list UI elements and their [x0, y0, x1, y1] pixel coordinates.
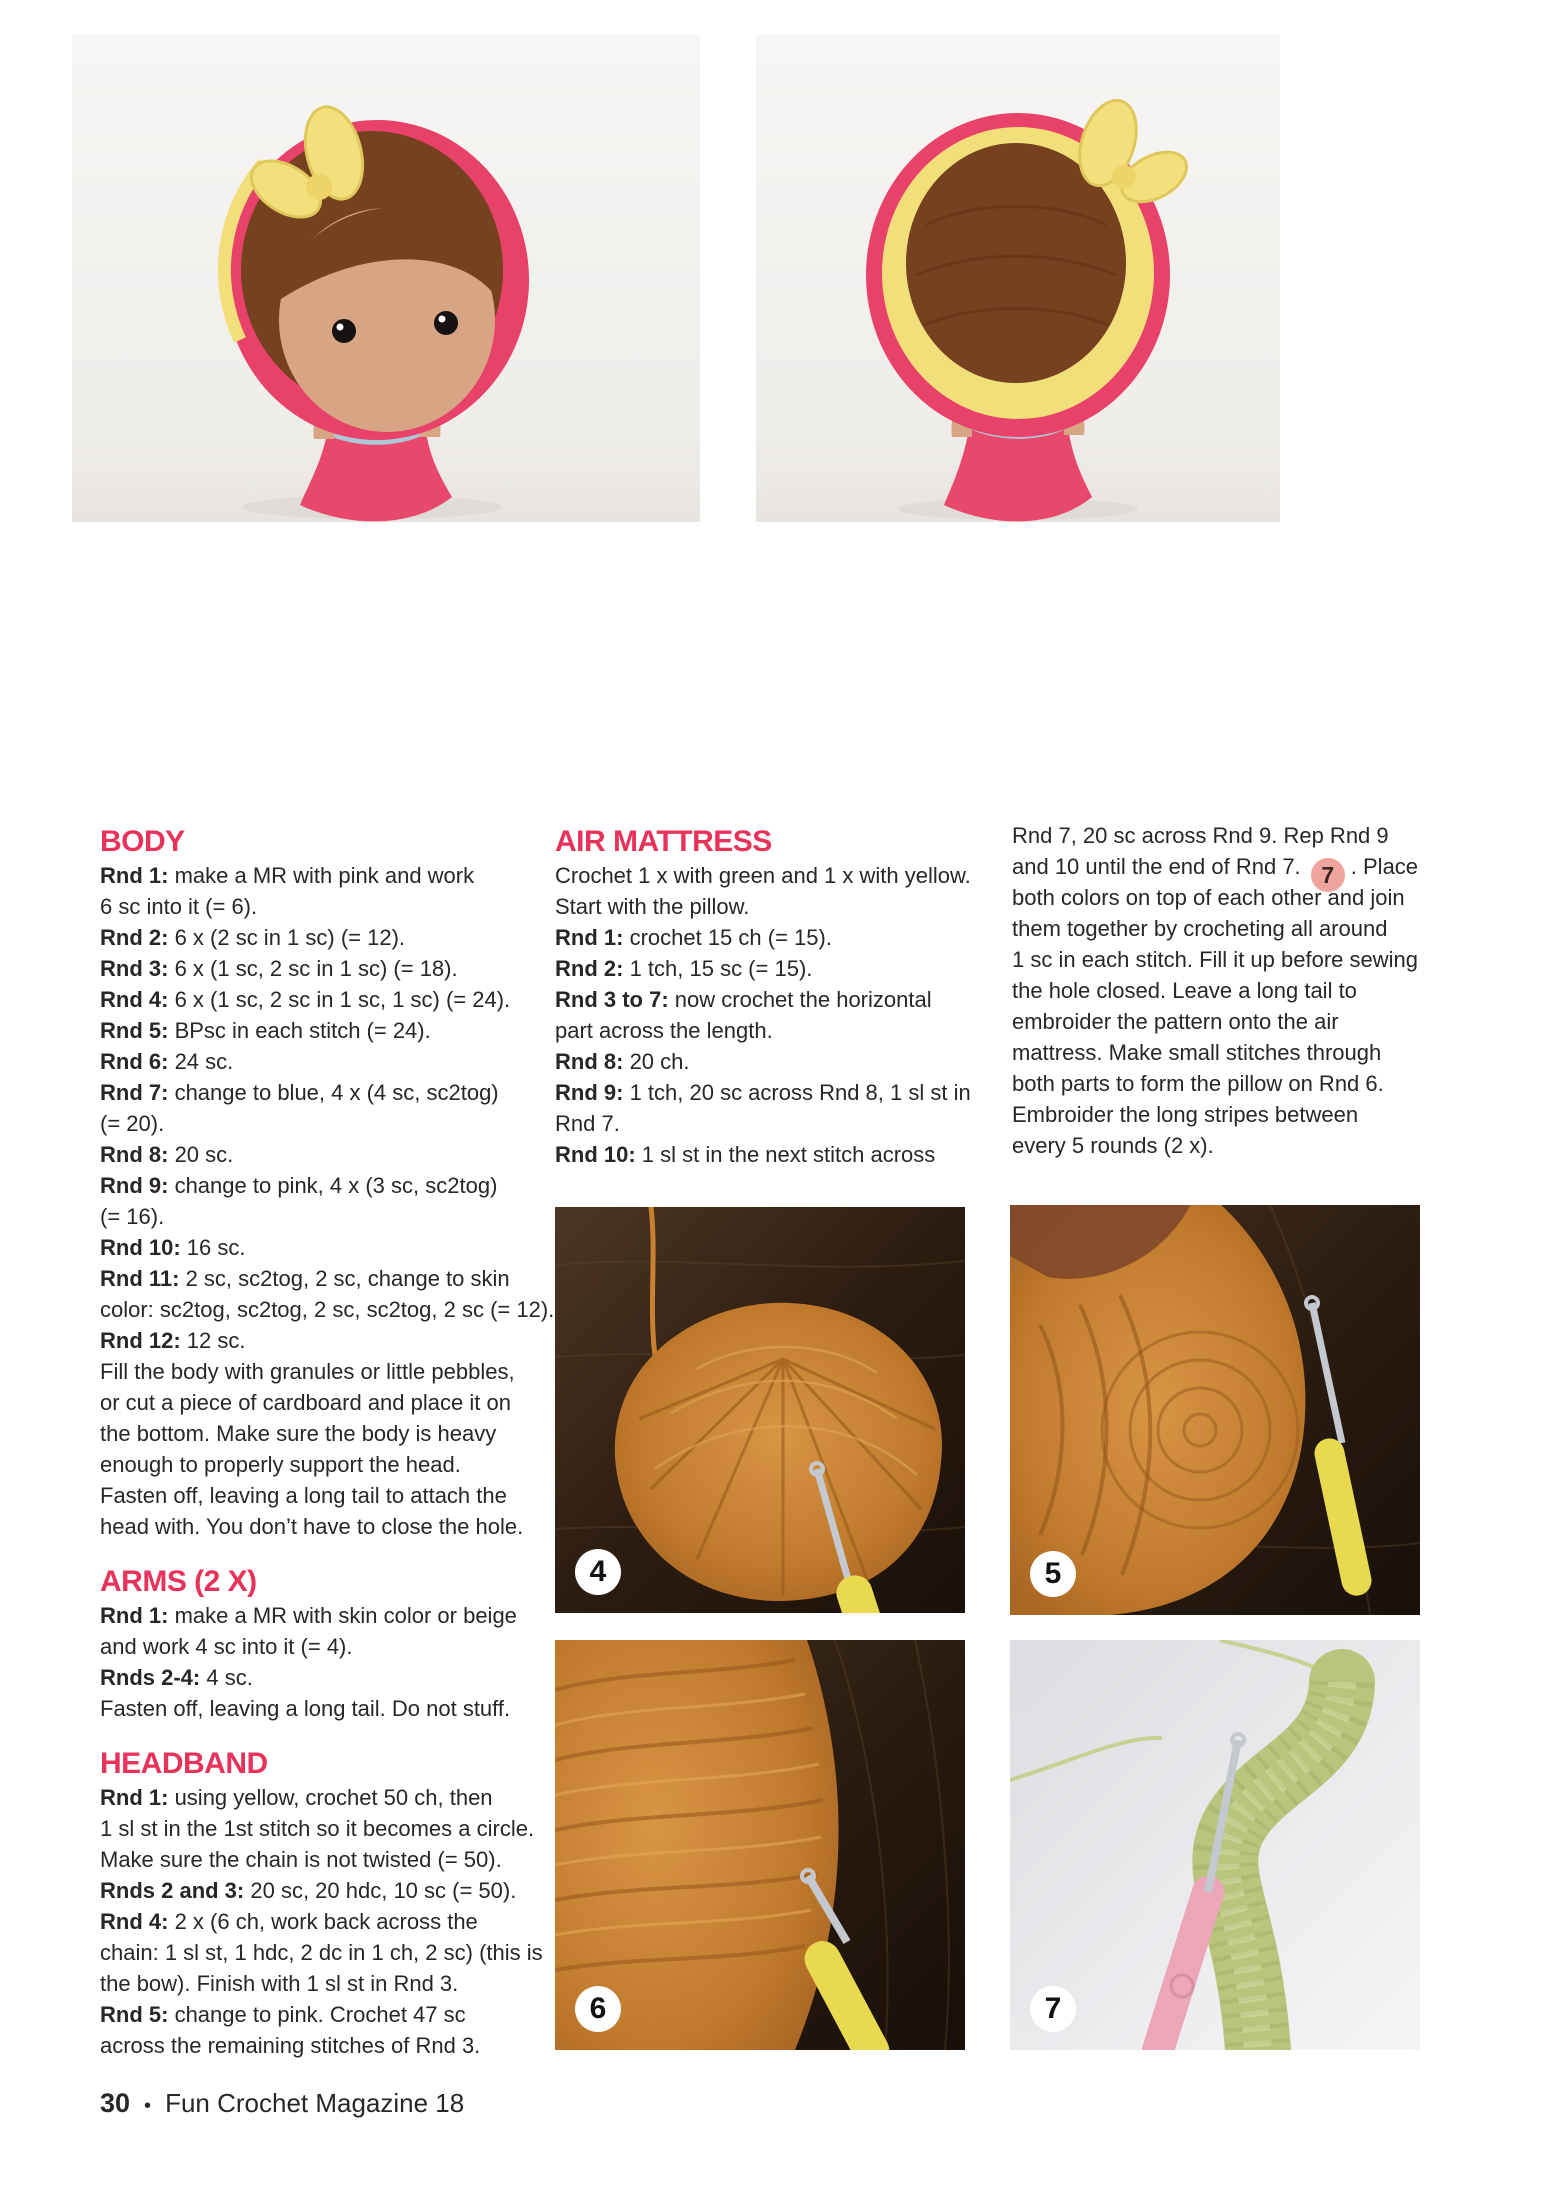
photo-doll-front [72, 35, 700, 522]
round-label: Rnd 1: [100, 1785, 169, 1810]
column-middle [555, 826, 1013, 1170]
pattern-line [1012, 1130, 1470, 1161]
pattern-text: make a MR with skin color or beige [168, 1603, 517, 1628]
section-lines [100, 1782, 558, 2061]
pattern-text: 1 sl st in the next stitch across [635, 1142, 936, 1167]
pattern-text: 12 sc. [180, 1328, 246, 1353]
pattern-line [1012, 1068, 1470, 1099]
pattern-text: change to pink, 4 x (3 sc, sc2tog) [168, 1173, 498, 1198]
pattern-line [100, 922, 558, 953]
pattern-text: Fill the body with granules or little pebbles, [100, 1359, 515, 1384]
section-heading-arms: ARMS (2 X) [100, 1565, 257, 1598]
pattern-text: head with. You don’t have to close the hole. [100, 1514, 524, 1539]
pattern-text: (= 16). [100, 1204, 165, 1229]
round-label: Rnd 5: [100, 2002, 169, 2027]
pattern-text: 2 sc, sc2tog, 2 sc, change to skin [179, 1266, 510, 1291]
pattern-text: BPsc in each stitch (= 24). [168, 1018, 431, 1043]
pattern-text: Rnd 7. [555, 1111, 620, 1136]
pattern-line [555, 1046, 1013, 1077]
round-label: Rnd 7: [100, 1080, 169, 1105]
footer-separator-dot: • [144, 2095, 152, 2117]
pattern-line [1012, 820, 1470, 851]
pattern-line [100, 1263, 558, 1294]
section-heading-air-mattress: AIR MATTRESS [555, 825, 772, 858]
pattern-text: mattress. Make small stitches through [1012, 1040, 1382, 1065]
pattern-line [100, 1015, 558, 1046]
section-arms [100, 1566, 558, 1724]
pattern-text: 1 sc in each stitch. Fill it up before sewing [1012, 947, 1418, 972]
pattern-line [100, 1387, 558, 1418]
section-lines [100, 1600, 558, 1724]
doll-front-illustration [72, 35, 700, 522]
pattern-text: across the remaining stitches of Rnd 3. [100, 2033, 481, 2058]
round-label: Rnd 1: [100, 1603, 169, 1628]
photo-step-5 [1010, 1205, 1420, 1615]
pattern-text: or cut a piece of cardboard and place it on [100, 1390, 511, 1415]
pattern-text: the hole closed. Leave a long tail to [1012, 978, 1357, 1003]
section-body [100, 826, 558, 1542]
round-label: Rnd 3 to 7: [555, 987, 669, 1012]
round-label: Rnd 4: [100, 1909, 169, 1934]
section-lines [100, 860, 558, 1542]
pattern-line [555, 984, 1013, 1015]
pattern-line [1012, 1006, 1470, 1037]
pattern-line [100, 1999, 558, 2030]
pattern-text: Rnd 7, 20 sc across Rnd 9. Rep Rnd 9 [1012, 823, 1389, 848]
photo-step-7 [1010, 1640, 1420, 2050]
pattern-text: 6 sc into it (= 6). [100, 894, 258, 919]
pattern-line [555, 1015, 1013, 1046]
pattern-text: Embroider the long stripes between [1012, 1102, 1359, 1127]
round-label: Rnd 2: [555, 956, 624, 981]
pattern-line [100, 1449, 558, 1480]
pattern-text: 2 x (6 ch, work back across the [168, 1909, 478, 1934]
page-number: 30 [100, 2088, 131, 2118]
pattern-text: 6 x (2 sc in 1 sc) (= 12). [168, 925, 406, 950]
pattern-line [1012, 944, 1470, 975]
pattern-text: the bow). Finish with 1 sl st in Rnd 3. [100, 1971, 459, 1996]
pattern-line [100, 1875, 558, 1906]
round-label: Rnd 2: [100, 925, 169, 950]
pattern-text: 1 sl st in the 1st stitch so it becomes a circle. [100, 1816, 535, 1841]
pattern-line [100, 1968, 558, 1999]
pattern-line [1012, 1099, 1470, 1130]
pattern-line [100, 1511, 558, 1542]
pattern-text: part across the length. [555, 1018, 773, 1043]
step-4-illustration [555, 1207, 965, 1613]
page-footer [100, 2088, 464, 2119]
pattern-text: change to blue, 4 x (4 sc, sc2tog) [168, 1080, 499, 1105]
step-6-illustration [555, 1640, 965, 2050]
pattern-text: make a MR with pink and work [168, 863, 475, 888]
pattern-text: and work 4 sc into it (= 4). [100, 1634, 353, 1659]
doll-eye-right [434, 311, 458, 335]
pattern-line [555, 953, 1013, 984]
pattern-text: change to pink. Crochet 47 sc [168, 2002, 466, 2027]
round-label: Rnd 11: [100, 1266, 180, 1291]
pattern-line [1012, 882, 1470, 913]
pattern-text: crochet 15 ch (= 15). [623, 925, 832, 950]
pattern-text: 24 sc. [168, 1049, 234, 1074]
pattern-line [100, 1294, 558, 1325]
round-label: Rnd 1: [100, 863, 169, 888]
round-label: Rnd 10: [555, 1142, 636, 1167]
pattern-line [100, 984, 558, 1015]
photo-doll-back [756, 35, 1280, 522]
section-air-mattress [555, 826, 1013, 1170]
pattern-line [555, 922, 1013, 953]
pattern-line [100, 860, 558, 891]
section-heading-headband: HEADBAND [100, 1747, 268, 1780]
column-right [1012, 818, 1470, 1161]
pattern-text: them together by crocheting all around [1012, 916, 1388, 941]
column-left [100, 826, 558, 2061]
round-label: Rnd 9: [100, 1173, 169, 1198]
pattern-line [100, 1418, 558, 1449]
section-headband [100, 1748, 558, 2061]
pattern-text: 1 tch, 20 sc across Rnd 8, 1 sl st in [623, 1080, 971, 1105]
pattern-text: chain: 1 sl st, 1 hdc, 2 dc in 1 ch, 2 sc) (this is [100, 1940, 543, 1965]
pattern-line [100, 1046, 558, 1077]
pattern-line [1012, 1037, 1470, 1068]
pattern-text: every 5 rounds (2 x). [1012, 1133, 1214, 1158]
pattern-line [100, 1937, 558, 1968]
pattern-line [555, 860, 1013, 891]
pattern-line [100, 1232, 558, 1263]
pattern-line [1012, 975, 1470, 1006]
pattern-line [100, 2030, 558, 2061]
pattern-line [1012, 851, 1470, 888]
pattern-text: 6 x (1 sc, 2 sc in 1 sc, 1 sc) (= 24). [168, 987, 511, 1012]
pattern-text: both colors on top of each other and join [1012, 885, 1405, 910]
round-label: Rnds 2 and 3: [100, 1878, 245, 1903]
pattern-line [100, 1108, 558, 1139]
step-number-badge: 4 [575, 1549, 621, 1595]
step-ref-badge: 7 [1311, 858, 1345, 892]
pattern-text: and 10 until the end of Rnd 7. [1012, 854, 1307, 879]
pattern-text: 4 sc. [200, 1665, 253, 1690]
pattern-text: using yellow, crochet 50 ch, then [168, 1785, 493, 1810]
pattern-line [100, 1356, 558, 1387]
section-lines [1012, 820, 1470, 1161]
photo-step-6 [555, 1640, 965, 2050]
pattern-line [100, 1325, 558, 1356]
pattern-line [100, 1600, 558, 1631]
pattern-text: 6 x (1 sc, 2 sc in 1 sc) (= 18). [168, 956, 458, 981]
pattern-line [100, 1201, 558, 1232]
pattern-line [100, 1631, 558, 1662]
step-number-badge: 6 [575, 1986, 621, 2032]
step-number-badge: 5 [1030, 1551, 1076, 1597]
pattern-line [1012, 913, 1470, 944]
step-number-badge: 7 [1030, 1986, 1076, 2032]
pattern-text: enough to properly support the head. [100, 1452, 461, 1477]
pattern-line [100, 1906, 558, 1937]
pattern-line [100, 1662, 558, 1693]
pattern-line [100, 891, 558, 922]
section-lines [555, 860, 1013, 1170]
round-label: Rnd 1: [555, 925, 624, 950]
pattern-text: 1 tch, 15 sc (= 15). [623, 956, 813, 981]
photo-step-4 [555, 1207, 965, 1613]
pattern-text: Make sure the chain is not twisted (= 50). [100, 1847, 502, 1872]
pattern-text: Start with the pillow. [555, 894, 750, 919]
pattern-line [555, 1108, 1013, 1139]
doll-back-illustration [756, 35, 1280, 522]
eye-glint [337, 324, 344, 331]
pattern-text: Crochet 1 x with green and 1 x with yellow. [555, 863, 971, 888]
pattern-line [555, 1139, 1013, 1170]
pattern-line [100, 1139, 558, 1170]
round-label: Rnd 10: [100, 1235, 181, 1260]
round-label: Rnds 2-4: [100, 1665, 201, 1690]
pattern-text: 16 sc. [180, 1235, 246, 1260]
round-label: Rnd 8: [555, 1049, 624, 1074]
round-label: Rnd 8: [100, 1142, 169, 1167]
round-label: Rnd 3: [100, 956, 169, 981]
pattern-text: Fasten off, leaving a long tail. Do not stuff. [100, 1696, 511, 1721]
pattern-text: 20 sc, 20 hdc, 10 sc (= 50). [244, 1878, 517, 1903]
pattern-line [555, 1077, 1013, 1108]
round-label: Rnd 4: [100, 987, 169, 1012]
pattern-line [555, 891, 1013, 922]
pattern-text: (= 20). [100, 1111, 165, 1136]
pattern-line [100, 1170, 558, 1201]
magazine-title: Fun Crochet Magazine 18 [165, 2088, 465, 2118]
pattern-text: 20 ch. [623, 1049, 690, 1074]
pattern-line [100, 1480, 558, 1511]
pattern-text: Fasten off, leaving a long tail to attach the [100, 1483, 507, 1508]
round-label: Rnd 6: [100, 1049, 169, 1074]
eye-glint [439, 316, 446, 323]
pattern-line [100, 1077, 558, 1108]
pattern-line [100, 1782, 558, 1813]
round-label: Rnd 12: [100, 1328, 181, 1353]
pattern-line [100, 1693, 558, 1724]
round-label: Rnd 5: [100, 1018, 169, 1043]
pattern-text: 20 sc. [168, 1142, 234, 1167]
round-label: Rnd 9: [555, 1080, 624, 1105]
pattern-text: . Place [1350, 854, 1419, 879]
crochet-fan-piece [615, 1303, 942, 1601]
pattern-text: now crochet the horizontal [668, 987, 932, 1012]
pattern-text: embroider the pattern onto the air [1012, 1009, 1339, 1034]
doll-eye-left [332, 319, 356, 343]
pattern-text: the bottom. Make sure the body is heavy [100, 1421, 497, 1446]
section-heading-body: BODY [100, 825, 185, 858]
step-7-illustration [1010, 1640, 1420, 2050]
pattern-text: color: sc2tog, sc2tog, 2 sc, sc2tog, 2 sc (= 12). [100, 1297, 555, 1322]
pattern-line [100, 1813, 558, 1844]
pattern-text: both parts to form the pillow on Rnd 6. [1012, 1071, 1384, 1096]
step-5-illustration [1010, 1205, 1420, 1615]
pattern-line [100, 953, 558, 984]
pattern-line [100, 1844, 558, 1875]
